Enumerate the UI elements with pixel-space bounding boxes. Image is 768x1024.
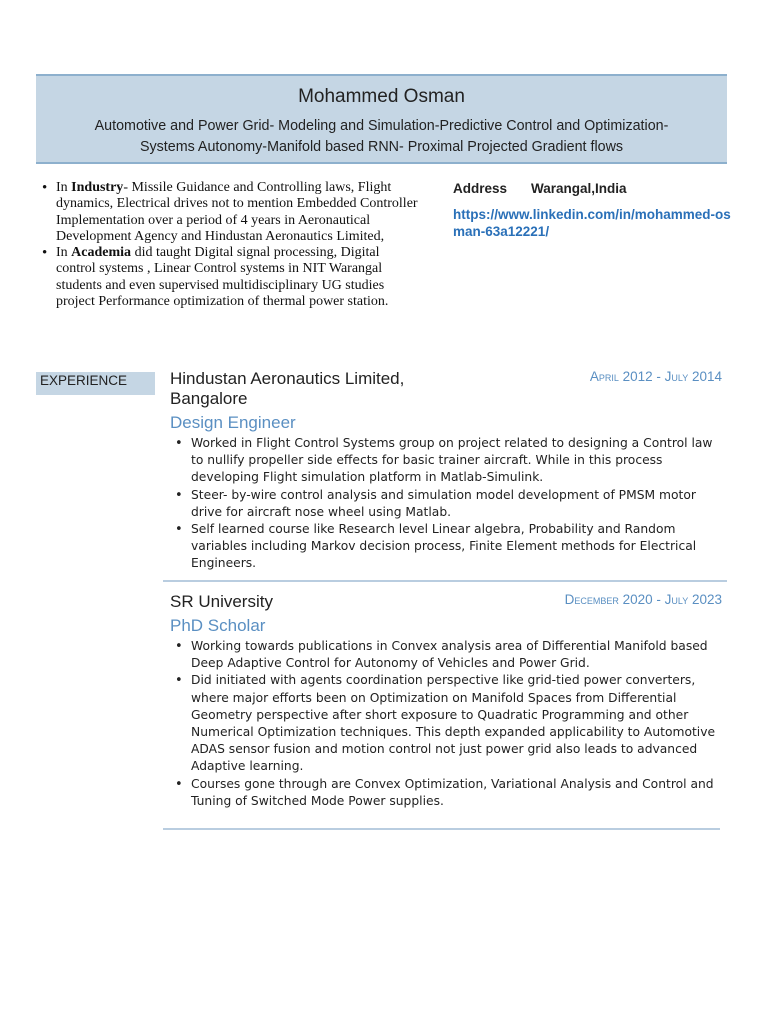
list-item: • Steer- by-wire control analysis and simulation model development of PMSM motor drive for aircraft nose wheel using Matlab. [170,487,728,521]
address-label: Address [453,181,508,196]
summary-keyword: Academia [71,245,132,261]
list-item: • Did initiated with agents coordination perspective like grid-tied power converters, where major efforts been on Optimization on Manifold Spaces from Differential Geometry perspective after short exposure to Quadratic Programming and other Numerical Optimization techniques. This depth expanded applicability to Automotive ADAS sensor fusion and motion control not just power grid also leads to advanced Adaptive learning. [170,672,728,775]
candidate-name: Mohammed Osman [298,86,465,107]
section-divider [163,828,720,830]
section-divider [163,580,727,582]
resume-header [36,74,727,164]
job-entry [170,592,728,810]
list-item: • Working towards publications in Convex analysis area of Differential Manifold based Deep Adaptive Control for Autonomy of Vehicles and Power Grid. [170,638,728,672]
tagline [66,116,697,158]
job-role: PhD Scholar [170,616,266,635]
job-entry [170,369,728,573]
tagline-line-1: Automotive and Power Grid- Modeling and Simulation-Predictive Control and Optimization- [94,118,669,134]
job-bullets [170,435,728,573]
job-bullets [170,638,728,810]
linkedin-link[interactable]: https://www.linkedin.com/in/mohammed-osman-63a12221/ [453,207,731,239]
summary [40,180,420,310]
job-role: Design Engineer [170,413,296,432]
summary-keyword: Industry [71,180,124,195]
company-name: Hindustan Aeronautics Limited, Bangalore [170,369,405,408]
address-row [453,181,743,196]
list-item: • Courses gone through are Convex Optimization, Variational Analysis and Control and Tuning of Switched Mode Power supplies. [170,776,728,810]
contact-block [453,181,743,240]
tagline-line-2: Systems Autonomy-Manifold based RNN- Proximal Projected Gradient flows [139,139,624,155]
list-item: • Worked in Flight Control Systems group on project related to designing a Control law to nullify propeller side effects for basic trainer aircraft. While in this process developing Flight simulation platform in Matlab-Simulink. [170,435,728,487]
address-value: Warangal,India [531,181,627,196]
list-item: • Self learned course like Research level Linear algebra, Probability and Random variables including Markov decision process, Finite Element methods for Electrical Engineers. [170,521,728,573]
summary-item-industry [40,180,420,245]
job-date: April 2012 - July 2014 [589,369,722,384]
company-name: SR University [170,592,273,611]
summary-item-academia [40,245,420,310]
summary-text: - Missile Guidance and Controlling laws, Flight dynamics, Electrical drives not to mention Embedded Controller Implementation over a period of 4 years in Aeronautical Development Agency and Hindustan Aeronautics Limited, [56,180,418,244]
summary-text: did taught Digital signal processing, Digital control systems , Linear Control systems in NIT Warangal students and even supervised multidisciplinary UG studies project Performance optimization of thermal power station. [56,245,389,310]
summary-prefix: In [56,180,72,195]
job-date: December 2020 - July 2023 [564,592,722,607]
experience-section-label: EXPERIENCE [36,372,155,395]
summary-prefix: In [56,245,72,261]
